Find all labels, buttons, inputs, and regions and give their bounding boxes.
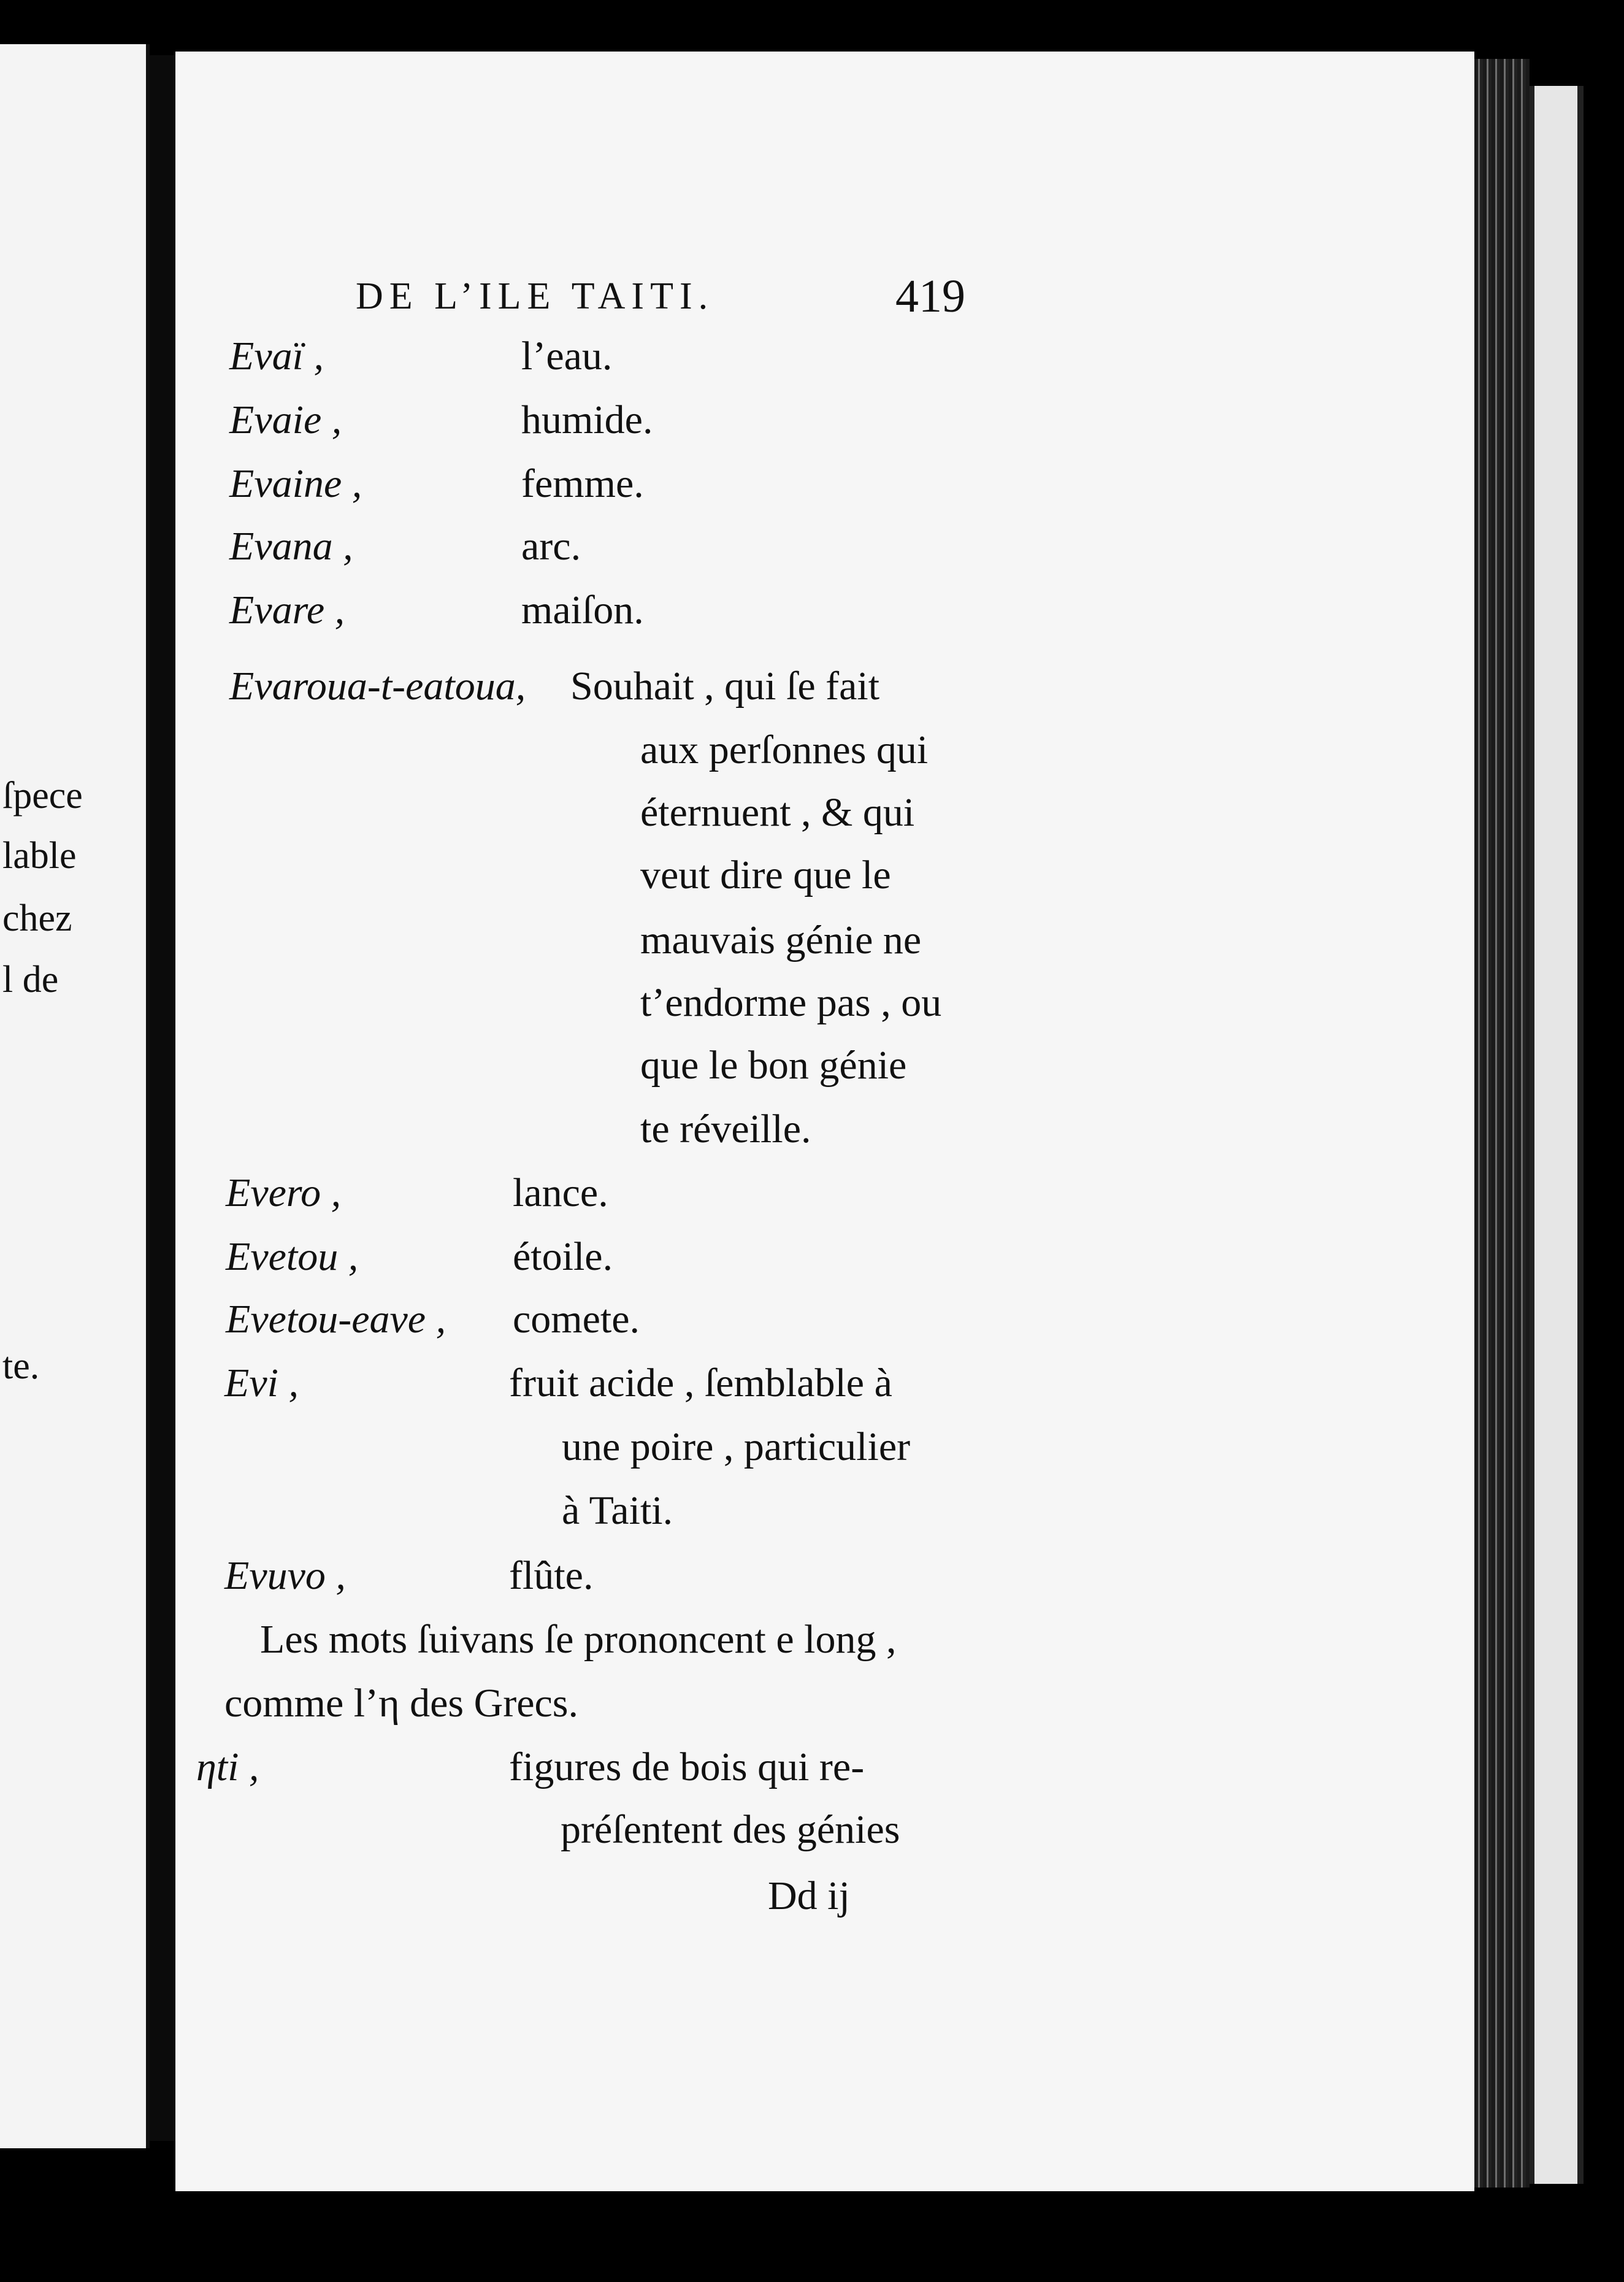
entry-term: Evaï ,: [229, 334, 324, 378]
entry-definition: veut dire que le: [640, 853, 891, 897]
entry-definition: maiſon.: [521, 588, 644, 632]
entry-definition: femme.: [521, 461, 644, 506]
entry-term: ηti ,: [196, 1745, 259, 1789]
entry-term: Evetou-eave ,: [226, 1297, 446, 1342]
entry-term: Evetou ,: [226, 1234, 359, 1279]
entry-definition: comete.: [513, 1297, 640, 1342]
entry-definition: fruit acide , ſemblable à: [509, 1361, 892, 1405]
entry-definition: mauvais génie ne: [640, 918, 922, 962]
entry-definition: lance.: [513, 1170, 608, 1215]
entry-definition: une poire , particulier: [562, 1424, 911, 1469]
running-title: DE L’ILE TAITI.: [356, 275, 714, 317]
entry-definition: Souhait , qui ſe fait: [570, 664, 880, 709]
entry-definition: préſentent des génies: [561, 1807, 900, 1852]
entry-definition: arc.: [521, 524, 581, 569]
left-fragment-5: te.: [2, 1345, 40, 1387]
entry-definition: que le bon génie: [640, 1043, 907, 1088]
entry-definition: éternuent , & qui: [640, 790, 915, 835]
entry-definition: figures de bois qui re-: [509, 1745, 865, 1789]
book-page: [175, 52, 1474, 2191]
entry-definition: humide.: [521, 398, 653, 442]
entry-definition: à Taiti.: [562, 1488, 673, 1533]
entry-term: Evana ,: [229, 524, 353, 569]
entry-definition: aux perſonnes qui: [640, 728, 929, 772]
entry-definition: te réveille.: [640, 1107, 811, 1151]
signature-mark: Dd ij: [768, 1873, 850, 1918]
page-number: 419: [895, 271, 965, 322]
left-fragment-2: lable: [2, 835, 77, 877]
entry-definition: flûte.: [509, 1553, 594, 1598]
paragraph-line: comme l’η des Grecs.: [224, 1681, 578, 1726]
page-edges: [1474, 59, 1530, 2188]
entry-term: Evi ,: [224, 1361, 299, 1405]
entry-term: Evare ,: [229, 588, 345, 632]
left-facing-page: [0, 44, 150, 2148]
entry-definition: étoile.: [513, 1234, 613, 1279]
back-cover-edge: [1530, 86, 1584, 2184]
entry-term: Evaie ,: [229, 398, 342, 442]
left-fragment-4: l de: [2, 959, 59, 1001]
entry-term: Evero ,: [226, 1170, 342, 1215]
left-fragment-1: ſpece: [2, 775, 83, 816]
paragraph-line: Les mots ſuivans ſe prononcent e long ,: [260, 1617, 897, 1662]
entry-term: Evuvo ,: [224, 1553, 346, 1598]
left-fragment-3: chez: [2, 897, 72, 939]
entry-term: Evaroua-t-eatoua,: [229, 664, 526, 709]
book-spine: [150, 55, 175, 2141]
entry-term: Evaine ,: [229, 461, 362, 506]
entry-definition: t’endorme pas , ou: [640, 980, 942, 1025]
entry-definition: l’eau.: [521, 334, 613, 378]
